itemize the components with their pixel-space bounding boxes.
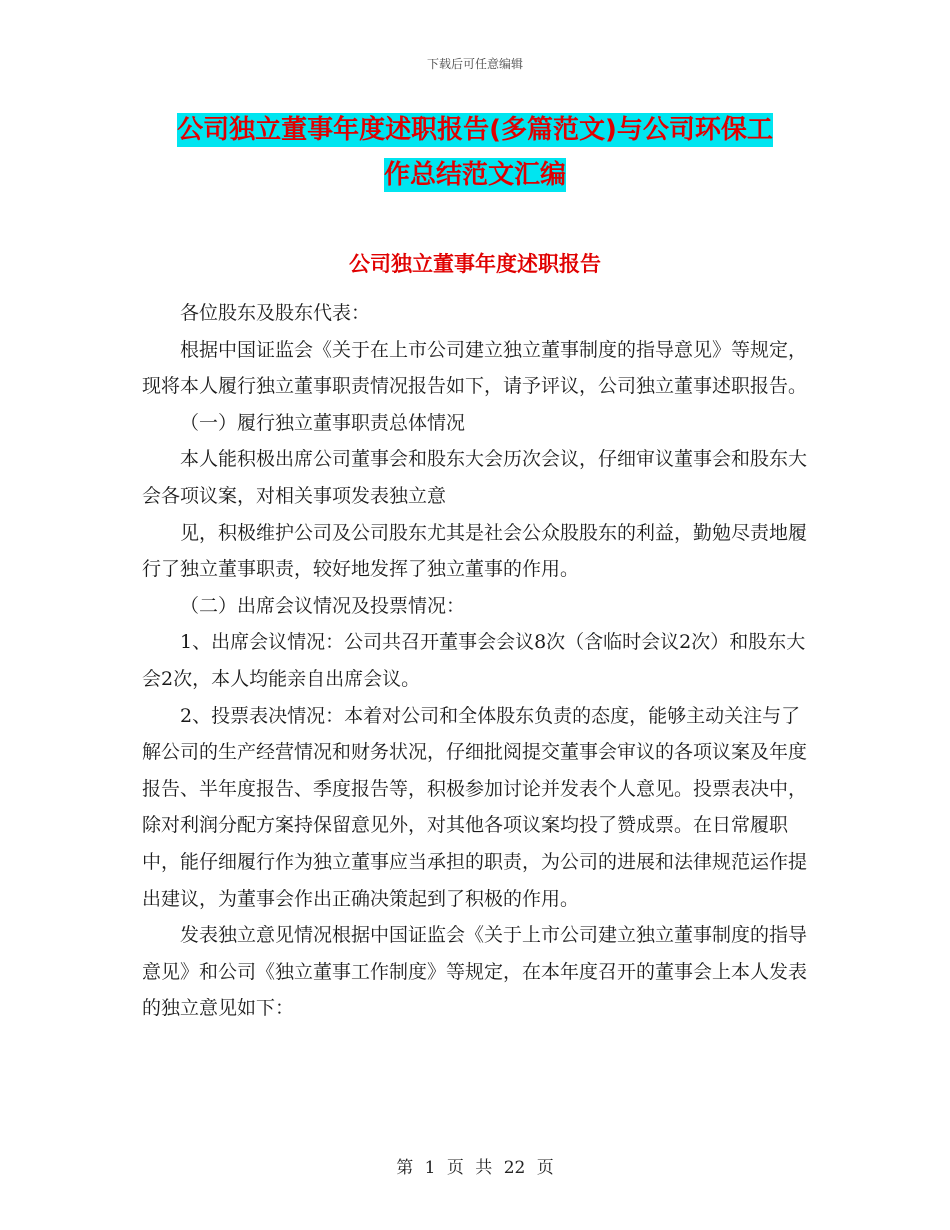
paragraph: 见，积极维护公司及公司股东尤其是社会公众股股东的利益，勤勉尽责地履行了独立董事职责，较好地发挥了独立董事的作用。 <box>142 521 808 581</box>
title-line-1: 公司独立董事年度述职报告(多篇范文)与公司环保工 <box>177 115 773 145</box>
paragraph: 发表独立意见情况根据中国证监会《关于上市公司建立独立董事制度的指导意见》和公司《独立董事工作制度》等规定，在本年度召开的董事会上本人发表的独立意见如下： <box>142 924 808 1020</box>
page-footer: 第 1 页 共 22 页 <box>396 1158 554 1178</box>
document-title <box>140 108 810 198</box>
paragraph-salutation: 各位股东及股东代表： <box>180 302 371 324</box>
paragraph: 本人能积极出席公司董事会和股东大会历次会议，仔细审议董事会和股东大会各项议案，对相关事项发表独立意 <box>142 448 808 507</box>
title-line-2: 作总结范文汇编 <box>383 160 566 190</box>
paragraph: 2、投票表决情况：本着对公司和全体股东负责的态度，能够主动关注与了解公司的生产经营情况和财务状况，仔细批阅提交董事会审议的各项议案及年度报告、半年度报告、季度报告等，积极参加讨论并发表个人意见。投票表决中，除对利润分配方案持保留意见外，对其他各项议案均投了赞成票。在日常履职中，能仔细履行作为独立董事应当承担的职责，为公司的进展和法律规范运作提出建议，为董事会作出正确决策起到了积极的作用。 <box>142 704 808 910</box>
paragraph: 根据中国证监会《关于在上市公司建立独立董事制度的指导意见》等规定，现将本人履行独立董事职责情况报告如下，请予评议，公司独立董事述职报告。 <box>142 338 808 398</box>
paragraph: 1、出席会议情况：公司共召开董事会会议8次（含临时会议2次）和股东大会2次，本人均能亲自出席会议。 <box>142 631 806 690</box>
paragraph-heading: （一）履行独立董事职责总体情况 <box>180 411 466 434</box>
document-body <box>142 295 807 1027</box>
paragraph-heading: （二）出席会议情况及投票情况： <box>180 594 466 617</box>
header-note: 下载后可任意编辑 <box>426 57 523 71</box>
section-title: 公司独立董事年度述职报告 <box>349 252 601 276</box>
